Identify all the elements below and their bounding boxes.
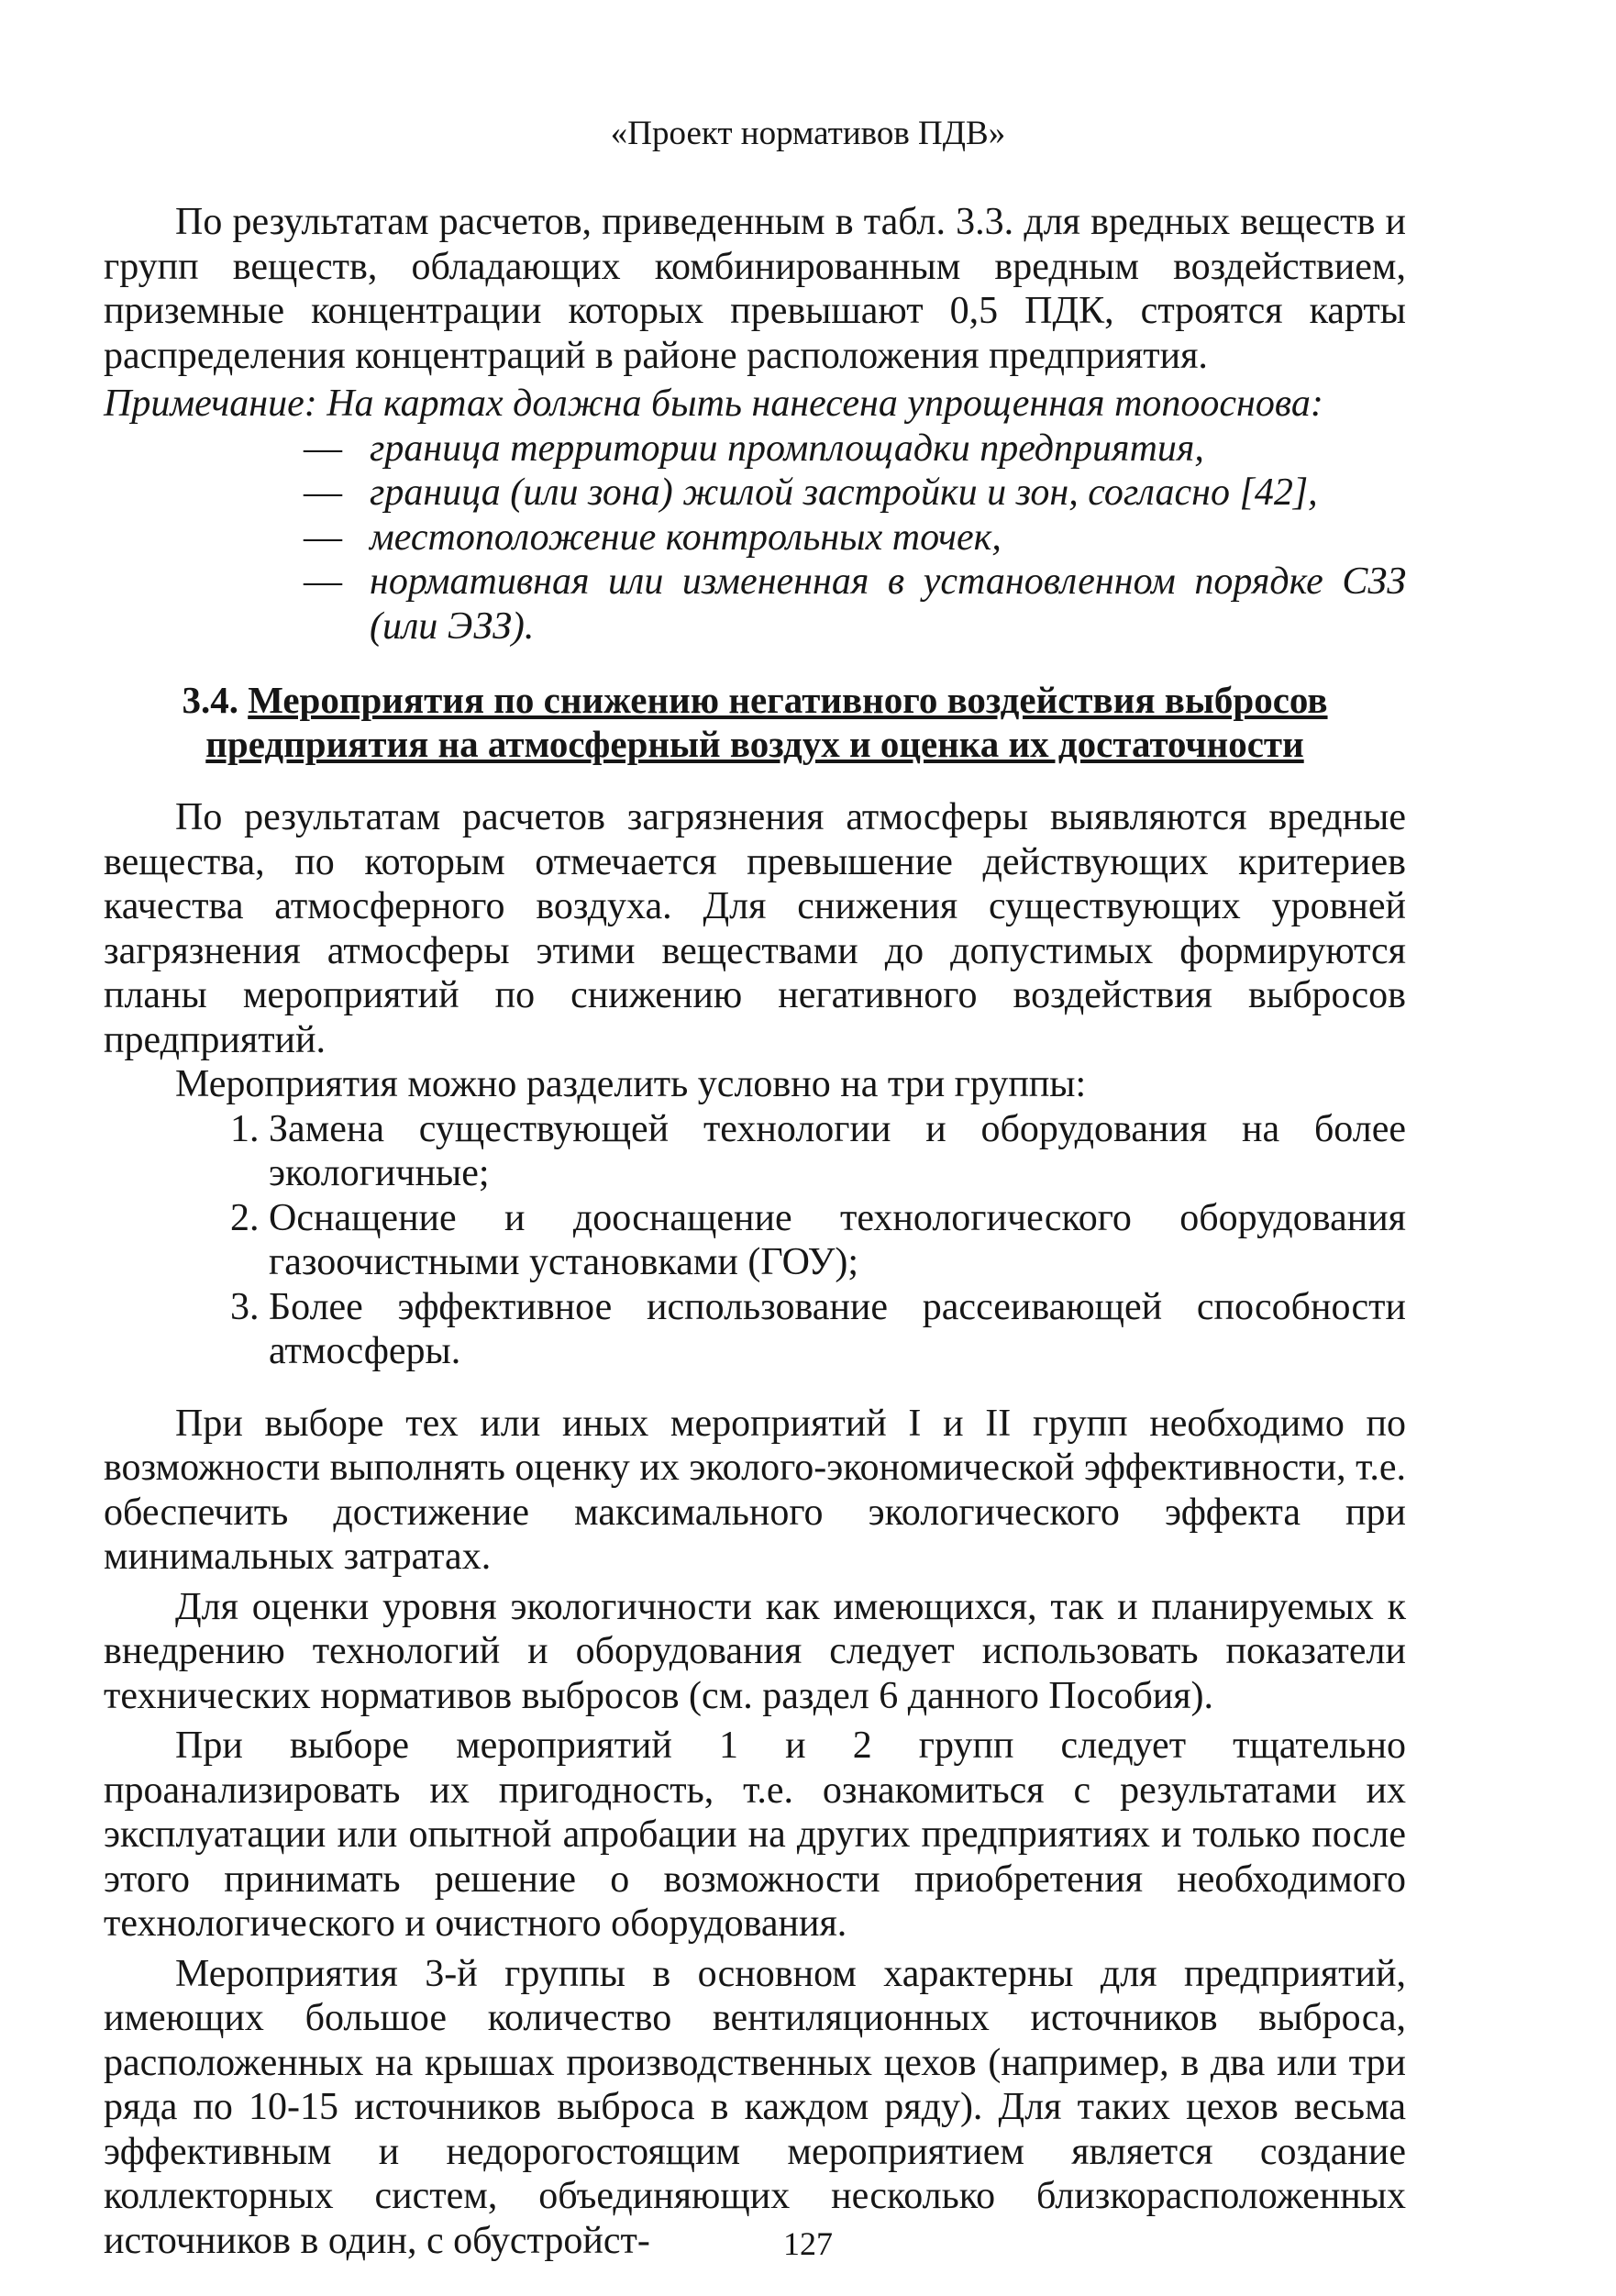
groups-list: [104, 1107, 1406, 1374]
body-paragraph: При выборе тех или иных мероприятий I и II групп необходимо по возможности выполнять оценку их эколого-экономической эффективности, т.е. обеспечить достижение максимального экологического эффекта при минимальных затратах.: [104, 1402, 1406, 1578]
section-title: Мероприятия по снижению негативного воздействия выбросов предприятия на атмосферный воздух и оценка их достаточности: [205, 679, 1328, 765]
intro-paragraph: По результатам расчетов, приведенным в табл. 3.3. для вредных веществ и групп веществ, обладающих комбинированным вредным воздействием, приземные концентрации которых превышают 0,5 ПДК, строятся карты распределения концентраций в районе расположения предприятия.: [104, 201, 1406, 377]
page-number: 127: [783, 2225, 833, 2262]
groups-list-item: 3. Более эффективное использование рассеивающей способности атмосферы.: [230, 1285, 1406, 1372]
dash-marker: —: [304, 516, 342, 559]
dash-marker: —: [304, 427, 342, 470]
body-paragraph: Мероприятия можно разделить условно на три группы:: [175, 1063, 1087, 1105]
body-paragraph: По результатам расчетов загрязнения атмосферы выявляются вредные вещества, по которым отмечается превышение действующих критериев качества атмосферного воздуха. Для снижения существующих уровней загрязнения атмосферы этими веществами до допустимых формируются планы мероприятий по снижению негативного воздействия выбросов предприятий.: [104, 796, 1406, 1061]
note-list: [104, 427, 1406, 649]
groups-list-item: 1. Замена существующей технологии и оборудования на более экологичные;: [230, 1107, 1406, 1194]
body-paragraph: Для оценки уровня экологичности как имеющихся, так и планируемых к внедрению технологий и оборудования следует использовать показатели технических нормативов выбросов (см. раздел 6 данного Пособия).: [104, 1585, 1406, 1717]
body-paragraph: Мероприятия 3-й группы в основном характерны для предприятий, имеющих большое количество вентиляционных источников выброса, расположенных на крышах производственных цехов (например, в два или три ряда по 10-15 источников выброса в каждом ряду). Для таких цехов весьма эффективным и недорогостоящим мероприятием является создание коллекторных систем, объединяющих несколько близкорасположенных источников в один, с обустройст-: [104, 1952, 1406, 2262]
running-header: «Проект нормативов ПДВ»: [610, 115, 1006, 152]
list-number: 1.: [230, 1107, 260, 1150]
section-number: 3.4.: [182, 679, 238, 721]
groups-list-item: 2. Оснащение и дооснащение технологического оборудования газоочистными установками (ГОУ);: [230, 1196, 1406, 1283]
body-paragraph: При выборе мероприятий 1 и 2 групп следует тщательно проанализировать их пригодность, т.е. ознакомиться с результатами их эксплуатации или опытной апробации на других предприятиях и только после этого принимать решение о возможности приобретения необходимого технологического и очистного оборудования.: [104, 1725, 1406, 1945]
list-number: 3.: [230, 1285, 260, 1328]
dash-marker: —: [304, 560, 342, 603]
note-list-item: — граница (или зона) жилой застройки и зон, согласно [42],: [304, 471, 1318, 514]
note-list-item: — граница территории промплощадки предприятия,: [304, 427, 1204, 470]
list-number: 2.: [230, 1196, 260, 1239]
dash-marker: —: [304, 471, 342, 514]
note-list-item: — местоположение контрольных точек,: [304, 516, 1002, 559]
page-body: [104, 200, 1406, 2263]
note-heading: Примечание: На картах должна быть нанесена упрощенная топооснова:: [104, 383, 1323, 425]
note-list-item: — нормативная или измененная в установленном порядке СЗЗ (или ЭЗЗ).: [304, 560, 1406, 648]
section-heading: [104, 678, 1406, 766]
